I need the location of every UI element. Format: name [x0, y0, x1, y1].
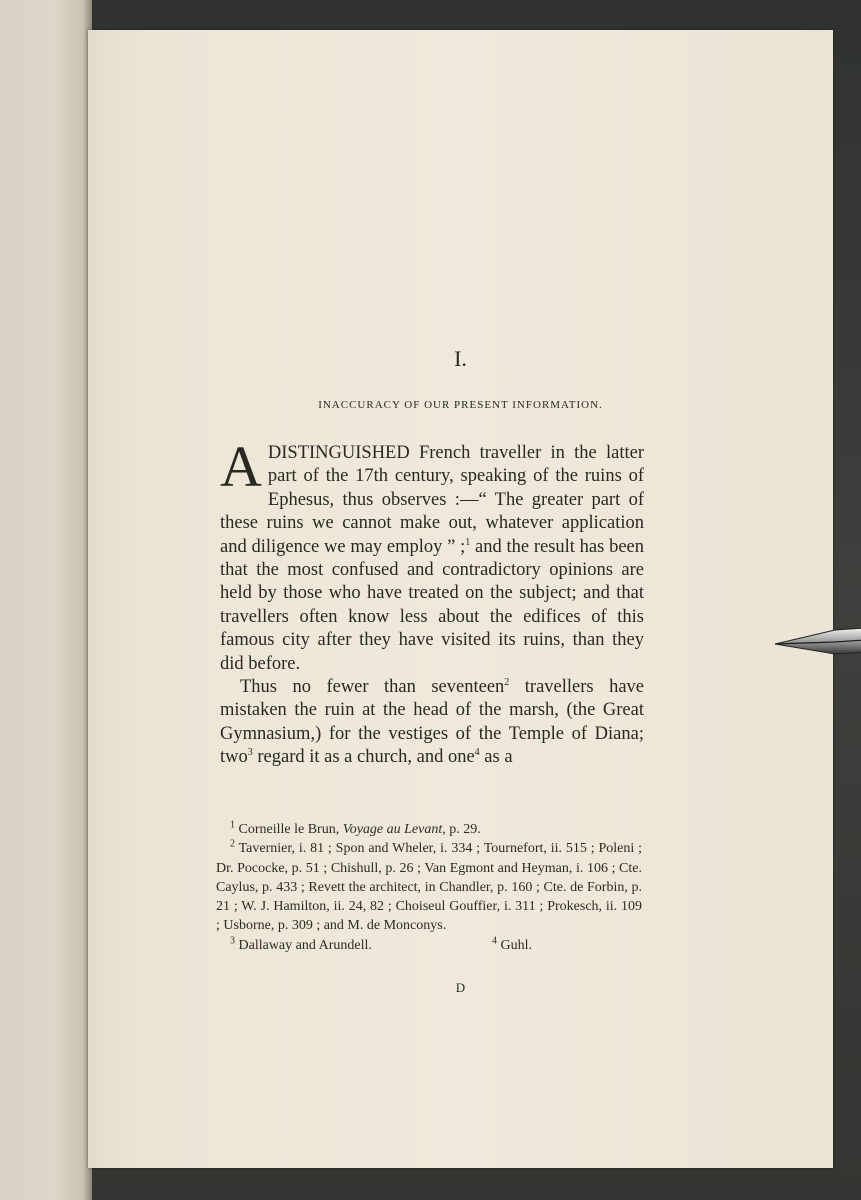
footnote-1-text-a: Corneille le Brun,: [235, 822, 343, 837]
footnote-4-number: 4: [492, 935, 497, 947]
footnote-2-number: 2: [230, 838, 235, 850]
footnote-1-text-b: , p. 29.: [442, 822, 481, 837]
body-text: [220, 434, 644, 770]
footnote-1-number: 1: [230, 819, 235, 831]
paragraph-2-text-c: regard it as a church, and one: [252, 747, 475, 768]
paragraph-1: [220, 434, 644, 676]
footnote-2: [216, 839, 642, 935]
footnote-ref-4: 4: [474, 747, 480, 759]
footnote-3-text: Dallaway and Arundell.: [235, 937, 372, 953]
signature-mark: D: [455, 980, 466, 995]
paragraph-2: [220, 676, 644, 770]
paragraph-1-text: DISTINGUISHED French traveller in the latter part of the 17th century, speaking of the ruins of Ephesus, thus observes :—“ The greater part of these ruins we cannot make out, whatever application and diligence we may employ ” ;: [220, 443, 644, 557]
footnote-3-number: 3: [230, 935, 235, 947]
footnote-2-text: Tavernier, i. 81 ; Spon and Wheler, i. 334 ; Tournefort, ii. 515 ; Poleni ; Dr. Pococke, p. 51 ; Chishull, p. 26 ; Van Egmont and Heyman, i. 106 ; Cte. Caylus, p. 433 ; Revett the architect, in Chandler, p. 160 ; Cte. de Forbin, p. 21 ; W. J. Hamilton, ii. 24, 82 ; Choiseul Gouffier, i. 311 ; Prokesch, ii. 109 ; Usborne, p. 309 ; and M. de Monconys.: [216, 841, 642, 934]
chapter-title: INACCURACY OF OUR PRESENT INFORMATION.: [318, 399, 603, 411]
drop-cap: A: [220, 434, 262, 499]
pen-tip-icon: [775, 622, 861, 662]
footnotes-3-4: [216, 936, 642, 955]
paragraph-2-text-a: Thus no fewer than seventeen: [240, 677, 505, 698]
footnote-ref-3: 3: [247, 747, 253, 759]
footnotes: [216, 820, 642, 955]
chapter-number: I.: [454, 346, 467, 371]
book-page: [88, 30, 833, 1168]
footnote-4-text: Guhl.: [497, 937, 532, 953]
footnote-4: [478, 936, 532, 955]
paragraph-1-tail: and the result has been that the most confused and contradictory opinions are held by those who have treated on the subject; and that travellers often know less about the edifices of this famous city after they have visited its ruins, than they did before.: [220, 536, 644, 674]
footnote-3: [216, 936, 478, 955]
paragraph-2-text-d: as a: [479, 747, 513, 768]
footnote-ref-1: 1: [465, 536, 471, 548]
left-page-edge: [0, 0, 92, 1200]
footnote-1: [216, 820, 642, 839]
paragraph-2-text-b: travellers have mistaken the ruin at the head of the marsh, (the Great Gymnasium,) for the vestiges of the Temple of Diana; two: [220, 677, 644, 768]
footnote-1-italic: Voyage au Levant: [342, 822, 443, 837]
footnote-ref-2: 2: [504, 676, 510, 688]
